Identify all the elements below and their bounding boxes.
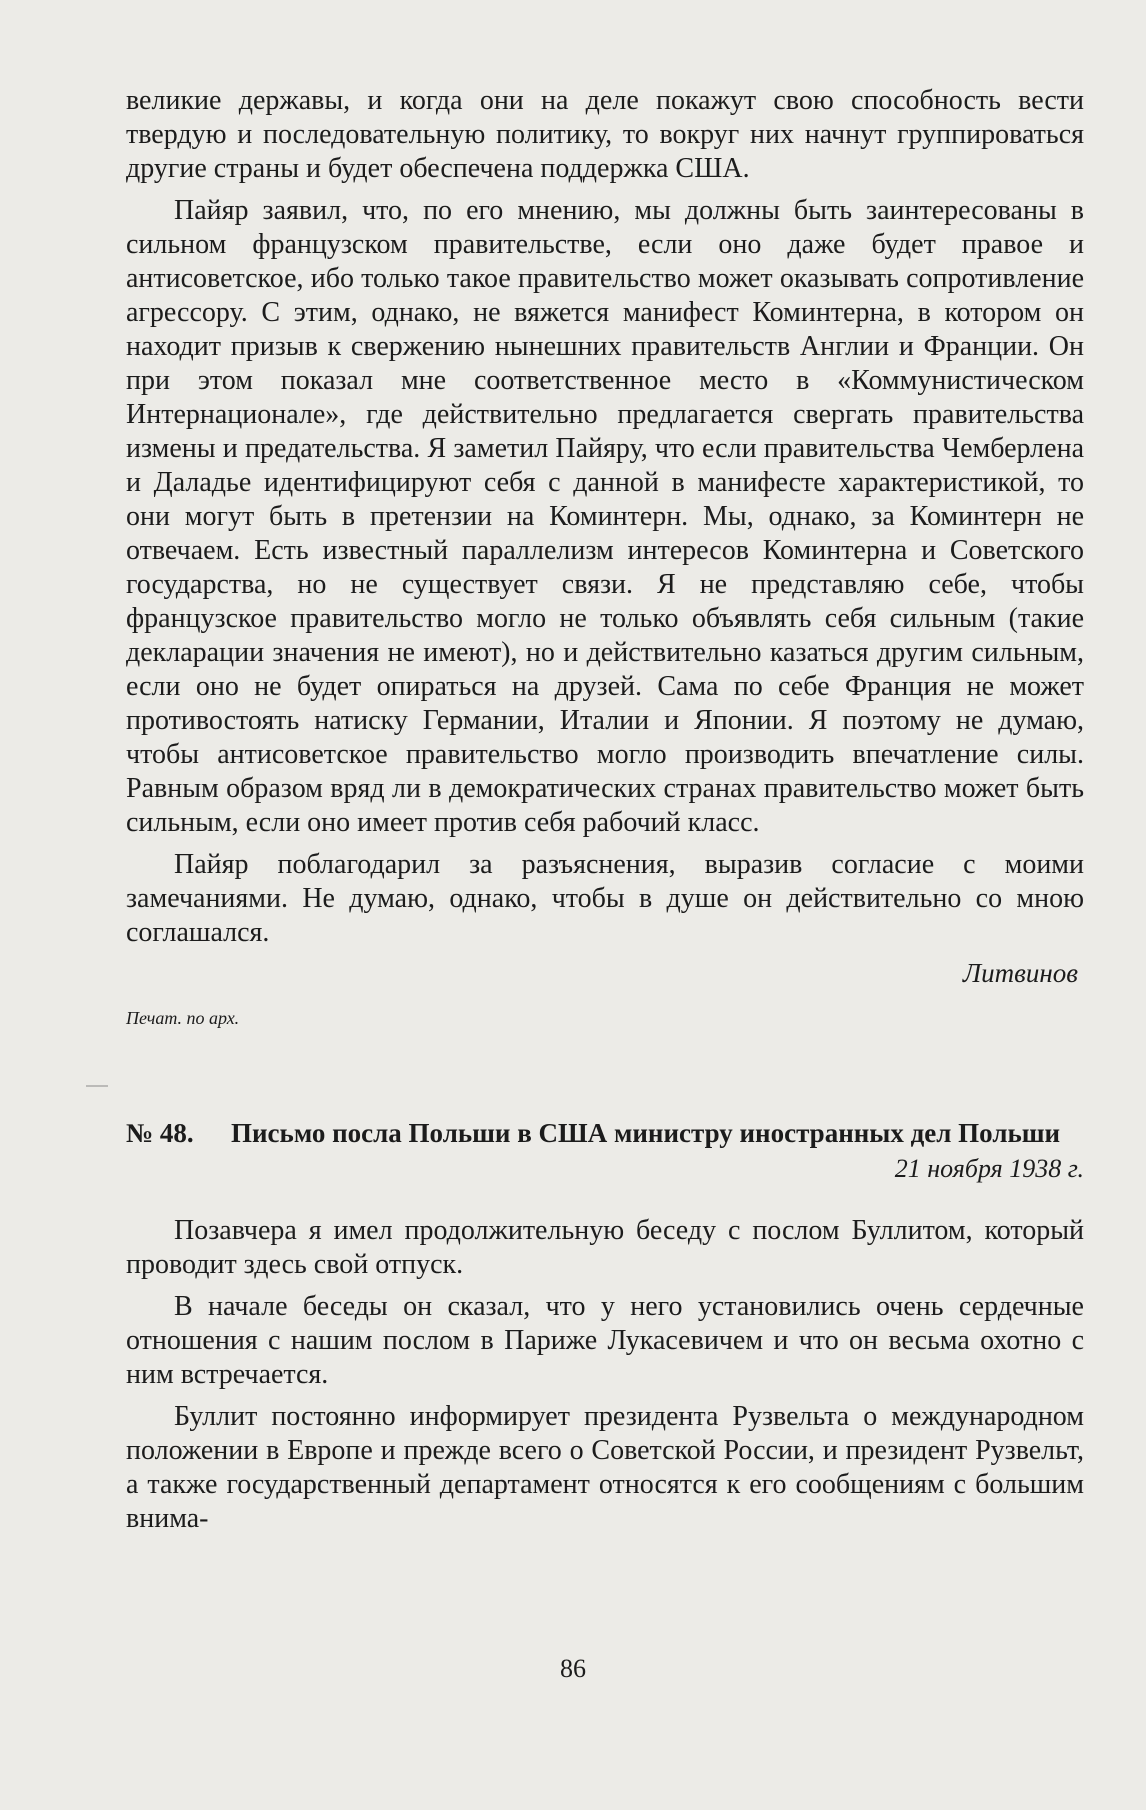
- section-title: Письмо посла Польши в США министру иностранных дел Польши: [231, 1118, 1061, 1148]
- section-heading: [126, 1116, 1084, 1150]
- section-date: 21 ноября 1938 г.: [894, 1154, 1084, 1183]
- page-number: 86: [560, 1654, 586, 1683]
- scan-mark: [86, 1085, 108, 1087]
- document-page: [126, 84, 1084, 1536]
- signature: Литвинов: [962, 958, 1078, 988]
- paragraph-6: Буллит постоянно информирует президента Рузвельта о международном положении в Европе и прежде всего о Советской России, и президент Рузвельт, а также государственный департамент относятся к его сообщениям с большим внима-: [126, 1401, 1084, 1534]
- paragraph-4: Позавчера я имел продолжительную беседу с послом Буллитом, который проводит здесь свой отпуск.: [126, 1215, 1084, 1280]
- paragraph-1: великие державы, и когда они на деле покажут свою способность вести твердую и последовательную политику, то вокруг них начнут группироваться другие страны и будет обеспечена поддержка США.: [126, 85, 1084, 184]
- source-note: Печат. по арх.: [126, 1008, 240, 1028]
- section-number: № 48.: [126, 1118, 194, 1148]
- paragraph-2: Пайяр заявил, что, по его мнению, мы должны быть заинтересованы в сильном французском правительстве, если оно даже будет правое и антисоветское, ибо только такое правительство может оказывать сопротивление агрессору. С этим, однако, не вяжется манифест Коминтерна, в котором он находит призыв к свержению нынешних правительств Англии и Франции. Он при этом показал мне соответственное место в «Коммунистическом Интернационале», где действительно предлагается свергать правительства измены и предательства. Я заметил Пайяру, что если правительства Чемберлена и Даладье идентифицируют себя с данной в манифесте характеристикой, то они могут быть в претензии на Коминтерн. Мы, однако, за Коминтерн не отвечаем. Есть известный параллелизм интересов Коминтерна и Советского государства, но не существует связи. Я не представляю себе, чтобы французское правительство могло не только объявлять себя сильным (такие декларации значения не имеют), но и действительно казаться другим сильным, если оно не будет опираться на друзей. Сама по себе Франция не может противостоять натиску Германии, Италии и Японии. Я поэтому не думаю, чтобы антисоветское правительство могло производить впечатление силы. Равным образом вряд ли в демократических странах правительство может быть сильным, если оно имеет против себя рабочий класс.: [126, 195, 1084, 838]
- paragraph-3: Пайяр поблагодарил за разъяснения, выразив согласие с моими замечаниями. Не думаю, однако, чтобы в душе он действительно со мною соглашался.: [126, 849, 1084, 948]
- paragraph-5: В начале беседы он сказал, что у него установились очень сердечные отношения с нашим послом в Париже Лукасевичем и что он весьма охотно с ним встречается.: [126, 1291, 1084, 1390]
